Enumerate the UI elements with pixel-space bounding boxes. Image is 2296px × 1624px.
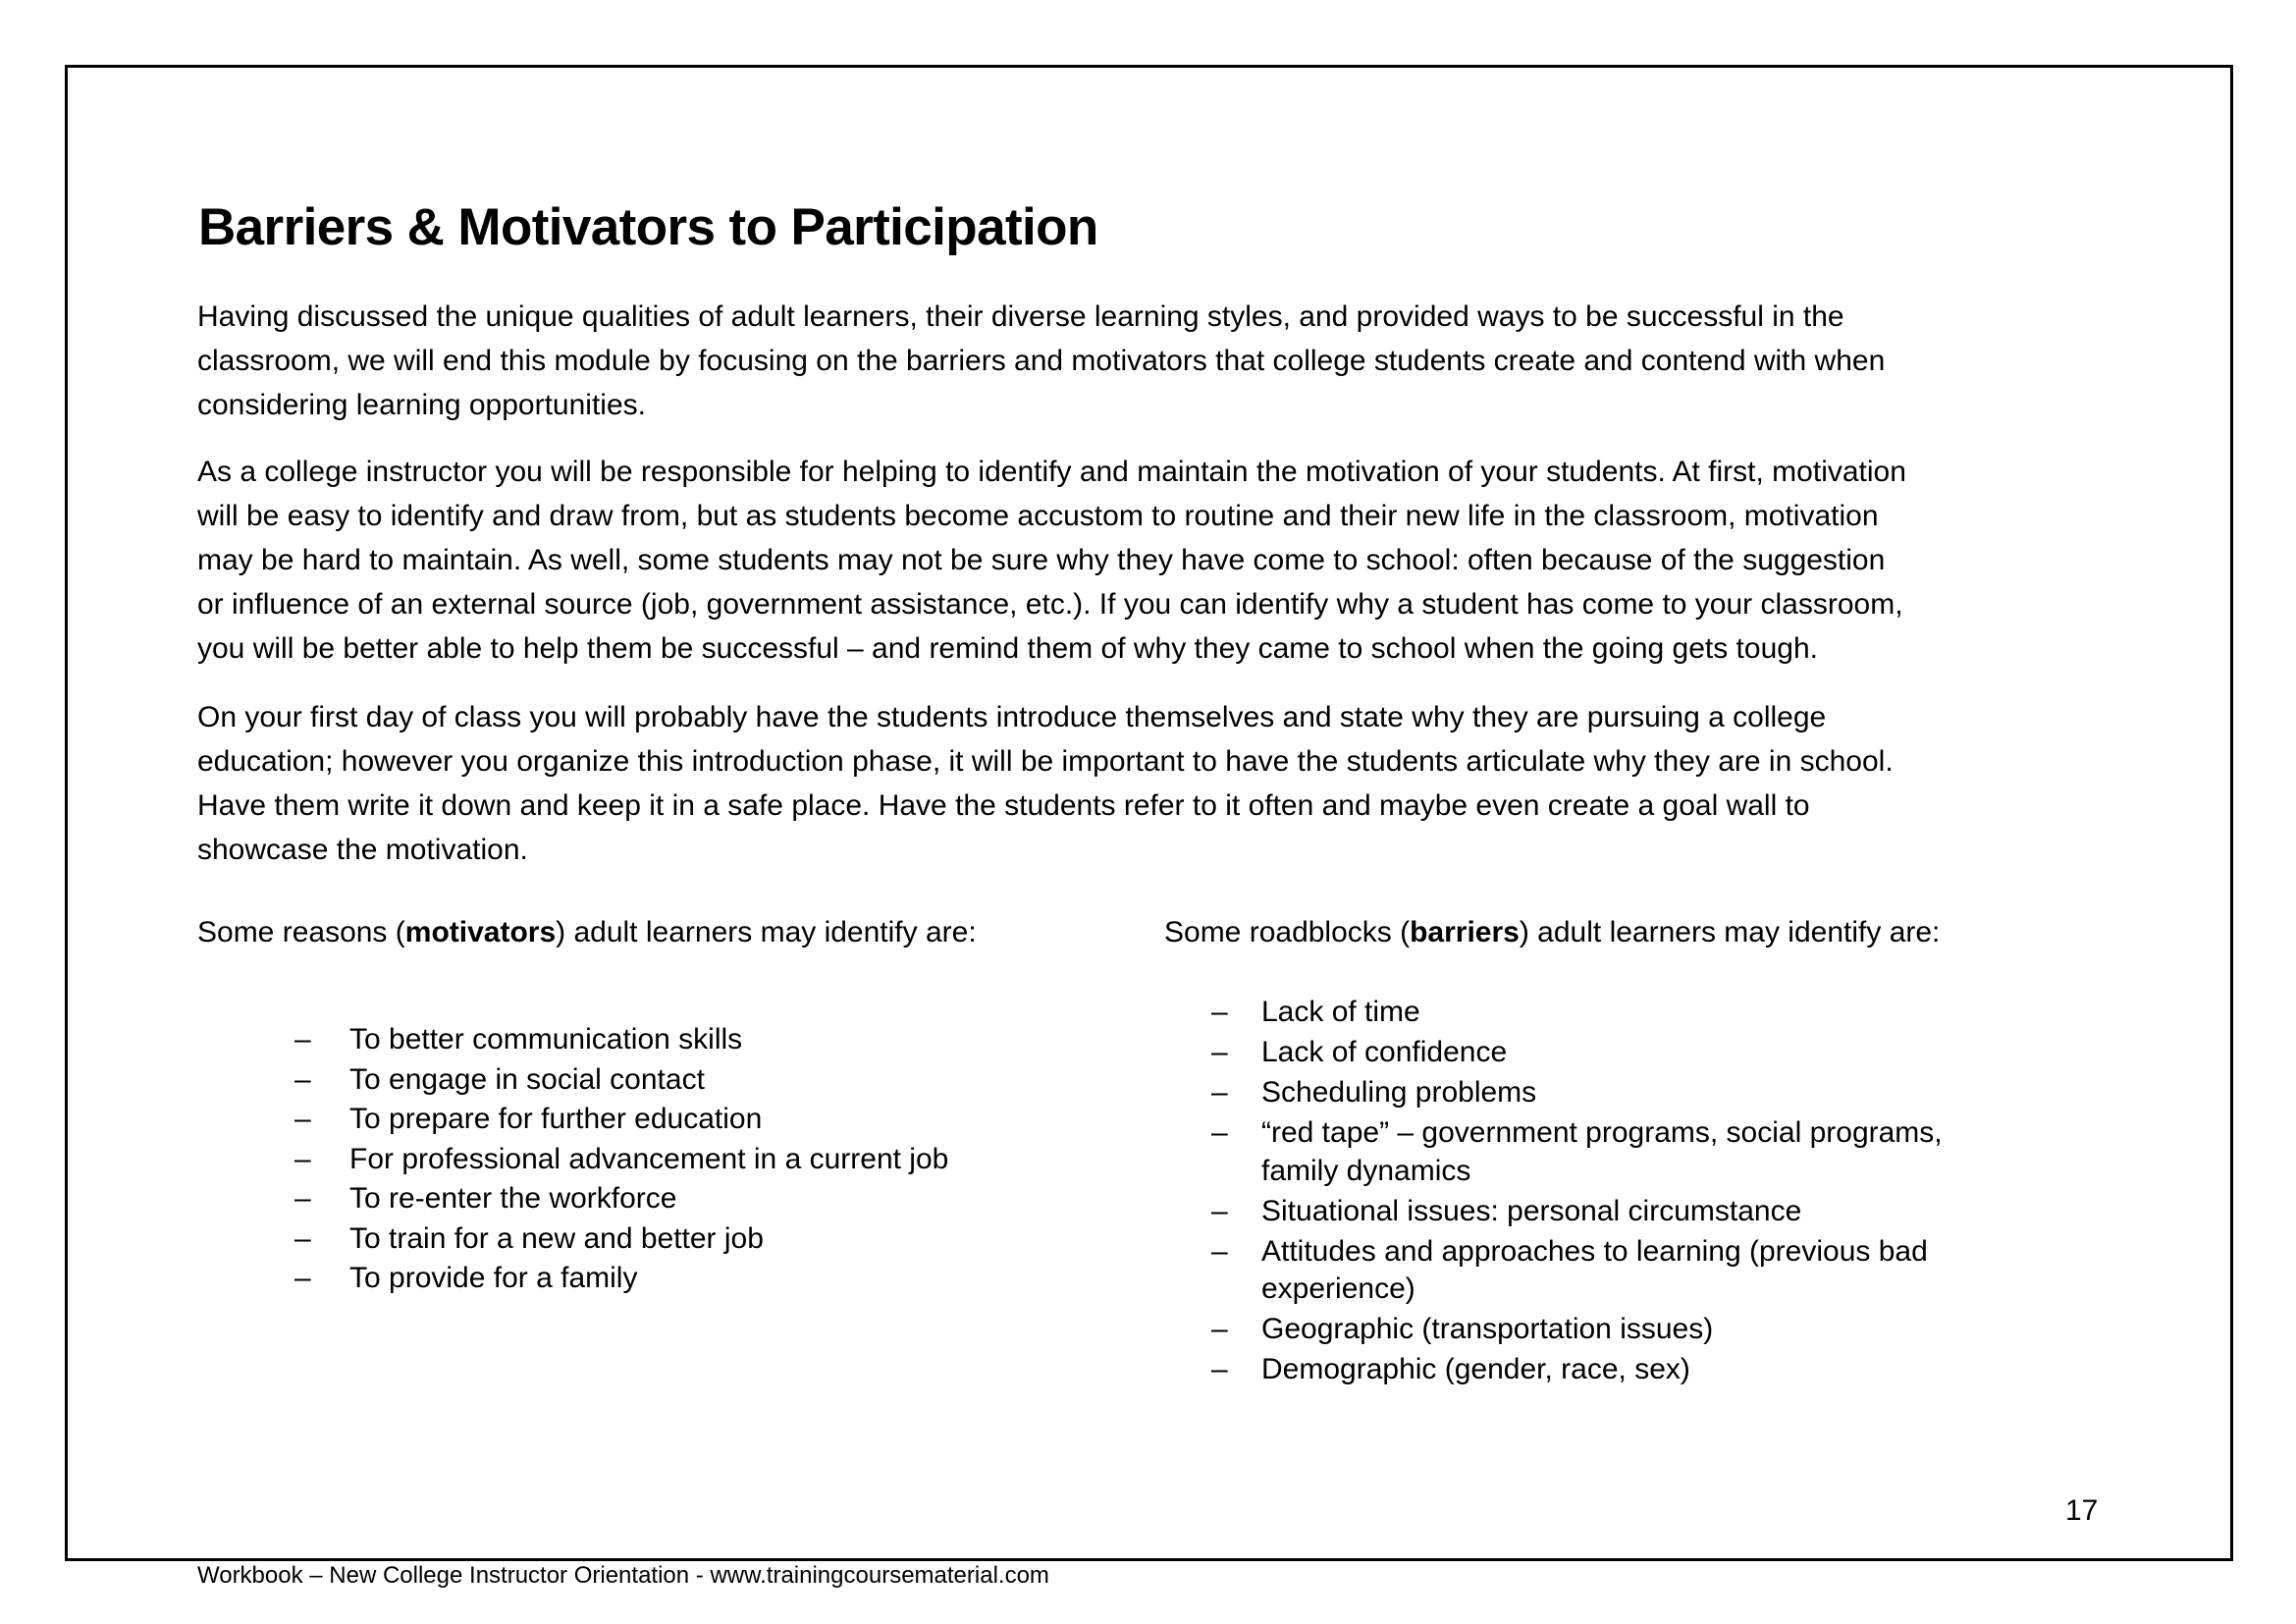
heading-text: ) adult learners may identify are: <box>556 916 977 948</box>
paragraph-line: may be hard to maintain. As well, some students may not be sure why they have come to school: often because of the suggestion <box>197 544 1886 576</box>
dash-bullet-icon: – <box>294 1262 311 1294</box>
list-item-text: To train for a new and better job <box>349 1221 764 1255</box>
dash-bullet-icon: – <box>1211 1076 1228 1109</box>
dash-bullet-icon: – <box>1211 996 1228 1028</box>
heading-text: Some roadblocks ( <box>1164 916 1411 948</box>
list-item-text: To re-enter the workforce <box>349 1182 677 1215</box>
dash-bullet-icon: – <box>294 1023 311 1056</box>
paragraph-line: showcase the motivation. <box>197 834 528 866</box>
list-item <box>294 1140 1080 1180</box>
paragraph-line: On your first day of class you will probably have the students introduce themselves and state why they are pursuing a college <box>197 701 1827 733</box>
dash-bullet-icon: – <box>294 1182 311 1215</box>
list-item <box>294 1100 1080 1140</box>
paragraph-instructor-role <box>197 450 1906 671</box>
dash-bullet-icon: – <box>294 1221 311 1255</box>
list-item-text: Attitudes and approaches to learning (previous bad experience) <box>1261 1234 1928 1305</box>
list-item <box>294 1259 1080 1299</box>
heading-bold-term: motivators <box>404 916 557 948</box>
heading-text: ) adult learners may identify are: <box>1519 916 1941 948</box>
paragraph-first-day <box>197 695 1894 872</box>
list-item <box>294 1020 1080 1060</box>
list-item-text: To prepare for further education <box>349 1103 763 1135</box>
paragraph-line: considering learning opportunities. <box>197 389 646 421</box>
list-item-text: Lack of time <box>1261 996 1420 1028</box>
paragraph-line: or influence of an external source (job, government assistance, etc.). If you can identify why a student has come to your classroom, <box>197 588 1903 621</box>
motivators-heading <box>197 913 977 952</box>
list-item-text: “red tape” – government programs, social programs, family dynamics <box>1261 1116 1943 1187</box>
heading-text: Some reasons ( <box>197 916 405 948</box>
list-item-text: To provide for a family <box>349 1262 638 1294</box>
paragraph-intro <box>197 295 1885 427</box>
dash-bullet-icon: – <box>1211 1116 1228 1149</box>
list-item <box>1211 1034 2026 1072</box>
paragraph-line: Having discussed the unique qualities of adult learners, their diverse learning styles, and provided ways to be successful in the <box>197 300 1844 333</box>
dash-bullet-icon: – <box>1211 1353 1228 1385</box>
list-item-text: Situational issues: personal circumstance <box>1261 1194 1802 1227</box>
dash-bullet-icon: – <box>1211 1234 1228 1268</box>
paragraph-line: will be easy to identify and draw from, but as students become accustom to routine and their new life in the classroom, motivation <box>197 500 1879 532</box>
list-item <box>1211 1233 2026 1309</box>
paragraph-line: As a college instructor you will be responsible for helping to identify and maintain the motivation of your students. At first, motivation <box>197 456 1906 488</box>
list-item-text: Geographic (transportation issues) <box>1261 1313 1714 1345</box>
dash-bullet-icon: – <box>1211 1313 1228 1345</box>
paragraph-line: you will be better able to help them be successful – and remind them of why they came to school when the going gets tough. <box>197 632 1818 665</box>
barriers-list <box>1211 994 2026 1391</box>
dash-bullet-icon: – <box>294 1062 311 1096</box>
list-item-text: To engage in social contact <box>349 1062 705 1096</box>
barriers-heading <box>1164 913 1940 952</box>
list-item <box>1211 1351 2026 1389</box>
paragraph-line: classroom, we will end this module by focusing on the barriers and motivators that college students create and contend with when <box>197 345 1886 377</box>
list-item-text: Demographic (gender, race, sex) <box>1261 1353 1690 1385</box>
page-number: 17 <box>2065 1494 2099 1527</box>
list-item <box>294 1179 1080 1219</box>
list-item-text: Lack of confidence <box>1261 1036 1508 1068</box>
list-item <box>1211 1114 2026 1190</box>
dash-bullet-icon: – <box>1211 1036 1228 1068</box>
list-item <box>294 1060 1080 1101</box>
paragraph-line: Have them write it down and keep it in a safe place. Have the students refer to it often and maybe even create a goal wall to <box>197 789 1810 822</box>
list-item-text: Scheduling problems <box>1261 1076 1537 1109</box>
list-item <box>1211 994 2026 1032</box>
paragraph-line: education; however you organize this introduction phase, it will be important to have the students articulate why they are in school. <box>197 745 1894 778</box>
list-item-text: To better communication skills <box>349 1023 743 1056</box>
page-footer: Workbook – New College Instructor Orientation - www.trainingcoursematerial.com <box>197 1562 1049 1589</box>
list-item <box>1211 1074 2026 1112</box>
motivators-list <box>294 1020 1080 1299</box>
dash-bullet-icon: – <box>1211 1194 1228 1227</box>
dash-bullet-icon: – <box>294 1142 311 1175</box>
list-item <box>1211 1193 2026 1231</box>
page-title: Barriers & Motivators to Participation <box>198 198 1098 256</box>
list-item-text: For professional advancement in a current job <box>349 1142 949 1175</box>
list-item <box>294 1219 1080 1260</box>
heading-bold-term: barriers <box>1410 916 1520 948</box>
list-item <box>1211 1311 2026 1349</box>
dash-bullet-icon: – <box>294 1103 311 1135</box>
